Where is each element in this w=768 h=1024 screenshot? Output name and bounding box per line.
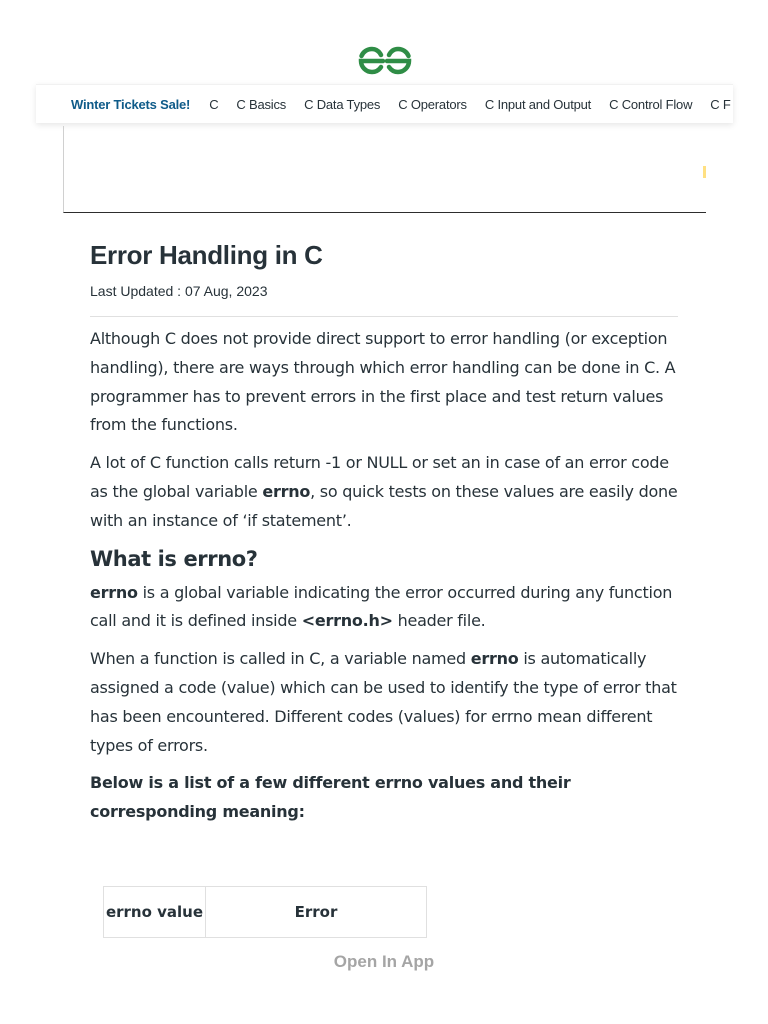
gfg-logo-icon <box>355 42 415 78</box>
nav-item-c-data-types[interactable]: C Data Types <box>304 96 381 112</box>
errno-keyword: errno <box>262 481 311 501</box>
nav-item-c-basics[interactable]: C Basics <box>236 96 287 112</box>
paragraph-intro: Although C does not provide direct support to error handling (or exception handling), there are ways through which error handling can be done in C. A programmer has to prevent errors in the first place and test return values from the functions. <box>90 329 676 435</box>
text-fragment: header file. <box>392 611 486 631</box>
text-fragment: is automatically assigned a code (value) which can be used to identify the type of error that has been encountered. Different codes (values) for errno mean different types of errors. <box>90 649 677 755</box>
paragraph-errno-assignment <box>90 645 680 760</box>
nav-item-c-input-output[interactable]: C Input and Output <box>484 96 592 112</box>
paragraph-list-intro <box>90 769 680 827</box>
divider <box>90 316 678 317</box>
ad-placeholder <box>63 126 706 213</box>
text-fragment: A lot of C function calls return -1 or NULL or set an in case of an error code as the global variable <box>90 453 669 501</box>
category-navbar <box>36 84 733 123</box>
article-content <box>90 235 680 836</box>
nav-item-c-functions[interactable]: C F <box>710 96 731 112</box>
text-fragment: , so quick tests on these values are easily done with an instance of ‘if statement’. <box>90 481 678 530</box>
text-fragment: is a global variable indicating the error occurred during any function call and it is defined inside <box>90 582 673 631</box>
text-fragment: When a function is called in C, a variable named <box>90 649 471 669</box>
ad-marker <box>703 166 706 178</box>
paragraph-errno-definition <box>90 579 680 637</box>
table-header-row <box>104 887 427 938</box>
list-intro-text: Below is a list of a few different errno values and their corresponding meaning: <box>90 773 571 822</box>
errno-keyword: errno <box>90 582 138 602</box>
nav-item-c[interactable]: C <box>209 96 219 112</box>
nav-item-c-control-flow[interactable]: C Control Flow <box>609 96 693 112</box>
errno-header-keyword: <errno.h> <box>301 611 393 631</box>
nav-item-winter-sale[interactable]: Winter Tickets Sale! <box>71 96 191 112</box>
nav-items <box>71 85 733 123</box>
nav-item-c-operators[interactable]: C Operators <box>398 96 467 112</box>
table-header-errno-value: errno value <box>104 887 206 938</box>
paragraph-return-values <box>90 449 680 535</box>
section-heading-errno: What is errno? <box>90 546 258 571</box>
errno-table <box>103 886 427 938</box>
table-header-error: Error <box>206 887 427 938</box>
open-in-app-button[interactable]: Open In App <box>333 952 435 971</box>
gfg-logo[interactable] <box>355 42 415 78</box>
last-updated: Last Updated : 07 Aug, 2023 <box>90 283 268 299</box>
errno-keyword: errno <box>470 649 519 669</box>
article-title: Error Handling in C <box>90 240 323 270</box>
